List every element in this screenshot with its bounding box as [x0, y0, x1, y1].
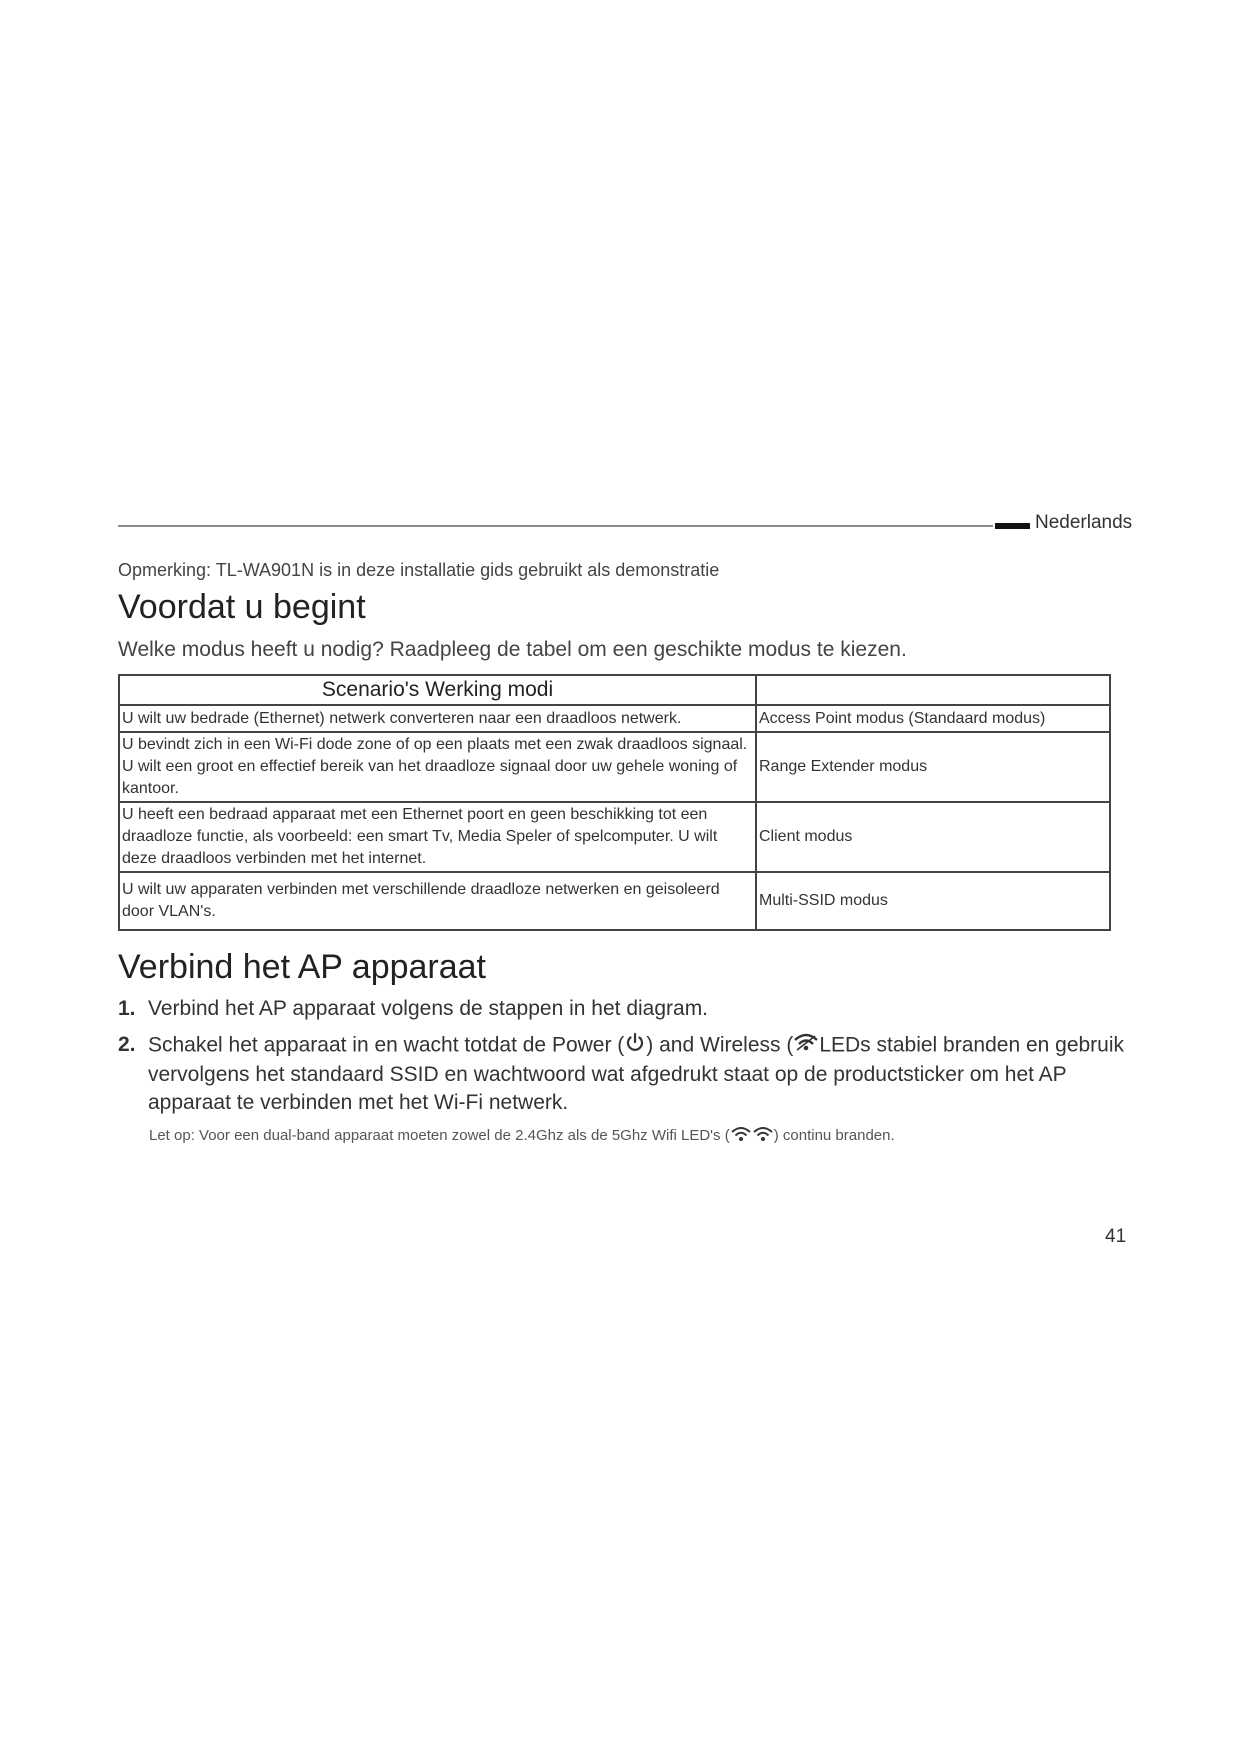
table-header-scenario: Scenario's Werking modi [119, 675, 756, 705]
demo-note: Opmerking: TL-WA901N is in deze installatie gids gebruikt als demonstratie [118, 560, 720, 580]
mode-cell: Range Extender modus [756, 732, 1110, 802]
header-rule [118, 525, 993, 527]
wireless-icon [793, 1032, 819, 1060]
scenario-cell: U wilt uw apparaten verbinden met verschillende draadloze netwerken en geisoleerd door VLAN's. [119, 872, 756, 930]
step-text: Verbind het AP apparaat volgens de stappen in het diagram. [148, 997, 709, 1020]
step-item [118, 1031, 1138, 1117]
wifi-5g-icon [752, 1126, 774, 1146]
mode-cell: Multi-SSID modus [756, 872, 1110, 930]
mode-cell: Client modus [756, 802, 1110, 872]
table-row [119, 802, 1110, 872]
section-title-connect: Verbind het AP apparaat [118, 948, 487, 986]
language-marker [995, 523, 1030, 529]
table-row [119, 705, 1110, 732]
step-number: 2. [118, 1033, 136, 1056]
step-item [118, 995, 1138, 1023]
table-header-row [119, 675, 1110, 705]
tip-text-part2: ) continu branden. [773, 1126, 895, 1144]
scenario-cell: U wilt uw bedrade (Ethernet) netwerk converteren naar een draadloos netwerk. [119, 705, 756, 732]
mode-cell: Access Point modus (Standaard modus) [756, 705, 1110, 732]
table-row [119, 872, 1110, 930]
tip-text-part1: Let op: Voor een dual-band apparaat moeten zowel de 2.4Ghz als de 5Ghz Wifi LED's ( [149, 1126, 730, 1144]
power-icon [624, 1031, 646, 1061]
dual-band-tip [149, 1126, 895, 1146]
scenario-cell: U bevindt zich in een Wi-Fi dode zone of op een plaats met een zwak draadloos signaal. U wilt een groot en effectief bereik van het draadloze signaal door uw gehele woning of kantoor. [119, 732, 756, 802]
scenario-cell: U heeft een bedraad apparaat met een Ethernet poort en geen beschikking tot een draadloze functie, als voorbeeld: een smart Tv, Media Speler of spelcomputer. U wilt deze draadloos verbinden met het internet. [119, 802, 756, 872]
step-number: 1. [118, 997, 136, 1020]
step-text-part2: ) and Wireless ( [646, 1033, 794, 1057]
step-text-part3: LEDs stabiel branden en gebruik vervolgens het standaard SSID en wachtwoord wat afgedrukt staat op de productsticker om het AP apparaat te verbinden met het Wi-Fi netwerk. [148, 1033, 1125, 1114]
table-row [119, 732, 1110, 802]
section-title-before-start: Voordat u begint [118, 588, 366, 626]
page-number: 41 [1105, 1226, 1127, 1247]
table-header-mode [756, 675, 1110, 705]
language-label: Nederlands [1035, 512, 1133, 533]
mode-table [118, 674, 1111, 931]
wifi-2g-icon [730, 1126, 752, 1146]
step-text-part1: Schakel het apparaat in en wacht totdat de Power ( [148, 1033, 625, 1057]
step-list [118, 995, 1138, 1125]
section-intro: Welke modus heeft u nodig? Raadpleeg de tabel om een geschikte modus te kiezen. [118, 638, 907, 661]
